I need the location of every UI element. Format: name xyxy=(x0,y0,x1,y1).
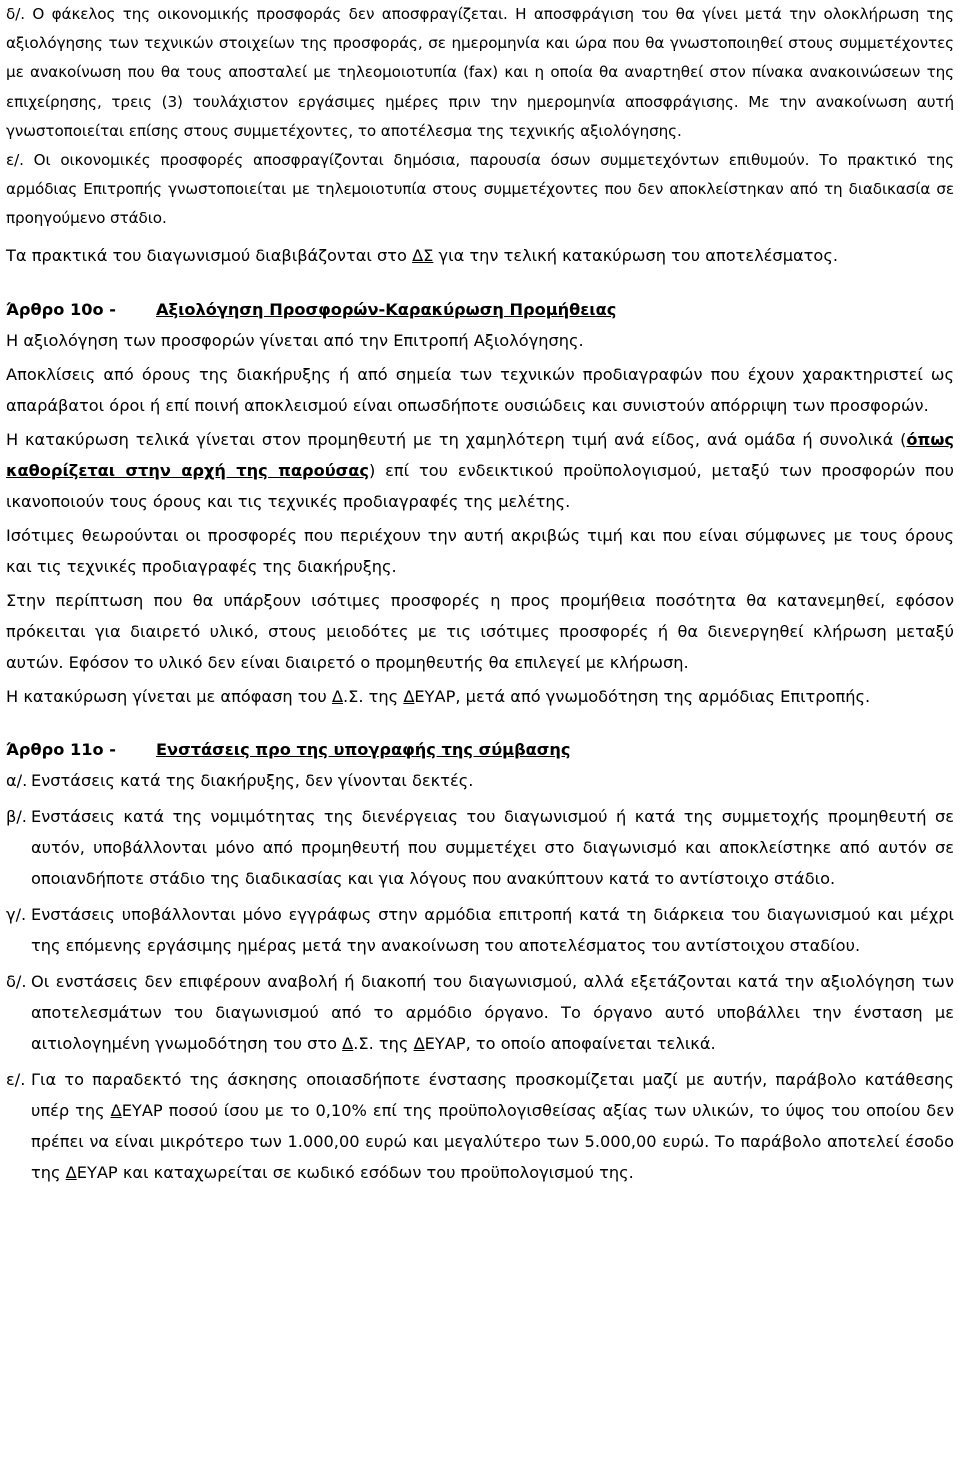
item-a-text: Ενστάσεις κατά της διακήρυξης, δεν γίνονται δεκτές. xyxy=(31,770,474,790)
article-10-p3-a: Η κατακύρωση τελικά γίνεται στον προμηθευτή με τη χαμηλότερη τιμή ανά είδος, ανά ομάδα ή συνολικά ( xyxy=(6,429,907,449)
item-e-text-c: ΕΥΑΡ και καταχωρείται σε κωδικό εσόδων του προϋπολογισμού της. xyxy=(76,1162,634,1182)
article-10 xyxy=(6,294,954,712)
article-11-number: Άρθρο 11ο - xyxy=(6,739,116,759)
article-10-p6-a: Η κατακύρωση γίνεται με απόφαση του xyxy=(6,686,332,706)
item-d-text-c: ΕΥΑΡ, το οποίο αποφαίνεται τελικά. xyxy=(424,1033,716,1053)
article-10-p2: Αποκλίσεις από όρους της διακήρυξης ή από σημεία των τεχνικών προδιαγραφών που έχουν χαρακτηριστεί ως απαράβατοι όροι ή επί ποινή αποκλεισμού είναι οπωσδήποτε ουσιώδεις και συνιστούν απόρριψη των προσφορών. xyxy=(6,364,954,415)
article-10-p3-b: ) επί του ενδεικτικού προϋπολογισμού, μεταξύ των προσφορών που ικανοποιούν τους όρους και τις τεχνικές προδιαγραφές της μελέτης. xyxy=(6,460,954,511)
article-11-item-e xyxy=(6,1064,954,1188)
item-c-label: γ/. xyxy=(6,904,27,924)
item-e-text-a: Για το παραδεκτό της άσκησης οποιασδήποτε ένστασης προσκομίζεται μαζί με αυτήν, παράβολο κατάθεσης υπέρ της xyxy=(31,1069,954,1120)
article-10-p1: Η αξιολόγηση των προσφορών γίνεται από την Επιτροπή Αξιολόγησης. xyxy=(6,330,584,350)
article-10-p6-ds: Δ xyxy=(331,686,344,706)
article-11-item-a xyxy=(6,765,954,796)
item-b-text: Ενστάσεις κατά της νομιμότητας της διενέργειας του διαγωνισμού ή κατά της συμμετοχής προμηθευτή σε αυτόν, υποβάλλονται μόνο από προμηθευτή που συμμετέχει στο διαγωνισμό και αποκλείστηκε από αυτόν σε οποιανδήποτε στάδιο της διαδικασίας και για λόγους που ανακύπτουν κατά το αντίστοιχο στάδιο. xyxy=(31,806,954,888)
minutes-text-b: για την τελική κατακύρωση του αποτελέσματος. xyxy=(433,245,838,265)
item-e-label: ε/. xyxy=(6,1069,26,1089)
item-d-text-a: Οι ενστάσεις δεν επιφέρουν αναβολή ή διακοπή του διαγωνισμού, αλλά εξετάζονται κατά την αξιολόγηση των αποτελεσμάτων του διαγωνισμού από το αρμόδιο όργανο. Το όργανο αυτό υποβάλλει την ένσταση με αιτιολογημένη γνωμοδότηση του στο xyxy=(31,971,954,1053)
item-a-label: α/. xyxy=(6,770,28,790)
minutes-ds: ΔΣ xyxy=(412,245,434,265)
article-10-p6 xyxy=(6,681,954,712)
article-10-p3 xyxy=(6,424,954,517)
paragraph-delta: δ/. Ο φάκελος της οικονομικής προσφοράς δεν αποσφραγίζεται. Η αποσφράγιση του θα γίνει μετά την ολοκλήρωση της αξιολόγησης των τεχνικών στοιχείων της προσφοράς, σε ημερομηνία και ώρα που θα γνωστοποιηθεί στους συμμετέχοντες με ανακοίνωση που θα τους αποσταλεί με τηλεομοιοτυπία (fax) και η οποία θα αναρτηθεί στον πίνακα ανακοινώσεων της επιχείρησης, τρεις (3) τουλάχιστον εργάσιμες ημέρες πριν την ημερομηνία αποσφράγισης. Με την ανακοίνωση αυτή γνωστοποιείται επίσης στους συμμετέχοντες, το αποτέλεσμα της τεχνικής αξιολόγησης. xyxy=(6,5,954,140)
item-d-text-b: .Σ. της xyxy=(353,1033,414,1053)
article-10-heading xyxy=(6,294,954,325)
article-11-title: Ενστάσεις προ της υπογραφής της σύμβασης xyxy=(156,739,571,759)
article-10-p4: Ισότιμες θεωρούνται οι προσφορές που περιέχουν την αυτή ακριβώς τιμή και που είναι σύμφωνες με τους όρους και τις τεχνικές προδιαγραφές της διακήρυξης. xyxy=(6,525,954,576)
article-11-item-c xyxy=(6,899,954,961)
minutes-paragraph-block xyxy=(6,240,954,271)
item-e-eyap-delta-1: Δ xyxy=(110,1100,122,1120)
item-c-text: Ενστάσεις υποβάλλονται μόνο εγγράφως στην αρμόδια επιτροπή κατά τη διάρκεια του διαγωνισμού και μέχρι της επόμενης εργάσιμης ημέρας μετά την ανακοίνωση του αποτελέσματος του αντίστοιχου σταδίου. xyxy=(31,904,954,955)
paragraph-minutes xyxy=(6,240,954,271)
item-d-label: δ/. xyxy=(6,971,27,991)
article-10-p6-eyap-delta: Δ xyxy=(403,686,415,706)
article-11-heading xyxy=(6,734,954,765)
item-d-ds: Δ xyxy=(342,1033,354,1053)
paragraph-epsilon: ε/. Οι οικονομικές προσφορές αποσφραγίζονται δημόσια, παρουσία όσων συμμετεχόντων επιθυμούν. Το πρακτικό της αρμόδιας Επιτροπής γνωστοποιείται με τηλεμοιοτυπία στους συμμετέχοντες που δεν αποκλείστηκαν από τη διαδικασία σε προηγούμενο στάδιο. xyxy=(6,151,954,228)
article-11 xyxy=(6,734,954,1188)
article-10-number: Άρθρο 10ο - xyxy=(6,299,116,319)
item-d-eyap-delta: Δ xyxy=(413,1033,425,1053)
item-e-text-b: ΕΥΑΡ ποσού ίσου με το 0,10% επί της προϋπολογισθείσας αξίας των υλικών, το ύψος του οποίου δεν πρέπει να είναι μικρότερο των 1.000,00 ευρώ και μεγαλύτερο των 5.000,00 ευρώ. Το παράβολο αποτελεί έσοδο της xyxy=(31,1100,954,1182)
item-e-eyap-delta-2: Δ xyxy=(65,1162,77,1182)
minutes-text-a: Τα πρακτικά του διαγωνισμού διαβιβάζονται στο xyxy=(6,245,413,265)
article-11-item-b xyxy=(6,801,954,894)
article-10-p3-emphasis: όπως καθορίζεται στην αρχή της παρούσας xyxy=(6,429,954,480)
article-10-p5: Στην περίπτωση που θα υπάρξουν ισότιμες προσφορές η προς προμήθεια ποσότητα θα κατανεμηθεί, εφόσον πρόκειται για διαιρετό υλικό, στους μειοδότες με τις ισότιμες προσφορές ή θα διενεργηθεί κλήρωση μεταξύ αυτών. Εφόσον το υλικό δεν είναι διαιρετό ο προμηθευτής θα επιλεγεί με κλήρωση. xyxy=(6,590,954,672)
article-10-title: Αξιολόγηση Προσφορών-Καρακύρωση Προμήθειας xyxy=(156,299,617,319)
article-11-item-d xyxy=(6,966,954,1059)
article-10-p6-b: .Σ. της xyxy=(343,686,404,706)
intro-section xyxy=(6,0,954,234)
article-10-p6-c: ΕΥΑΡ, μετά από γνωμοδότηση της αρμόδιας Επιτροπής. xyxy=(414,686,871,706)
item-b-label: β/. xyxy=(6,806,27,826)
